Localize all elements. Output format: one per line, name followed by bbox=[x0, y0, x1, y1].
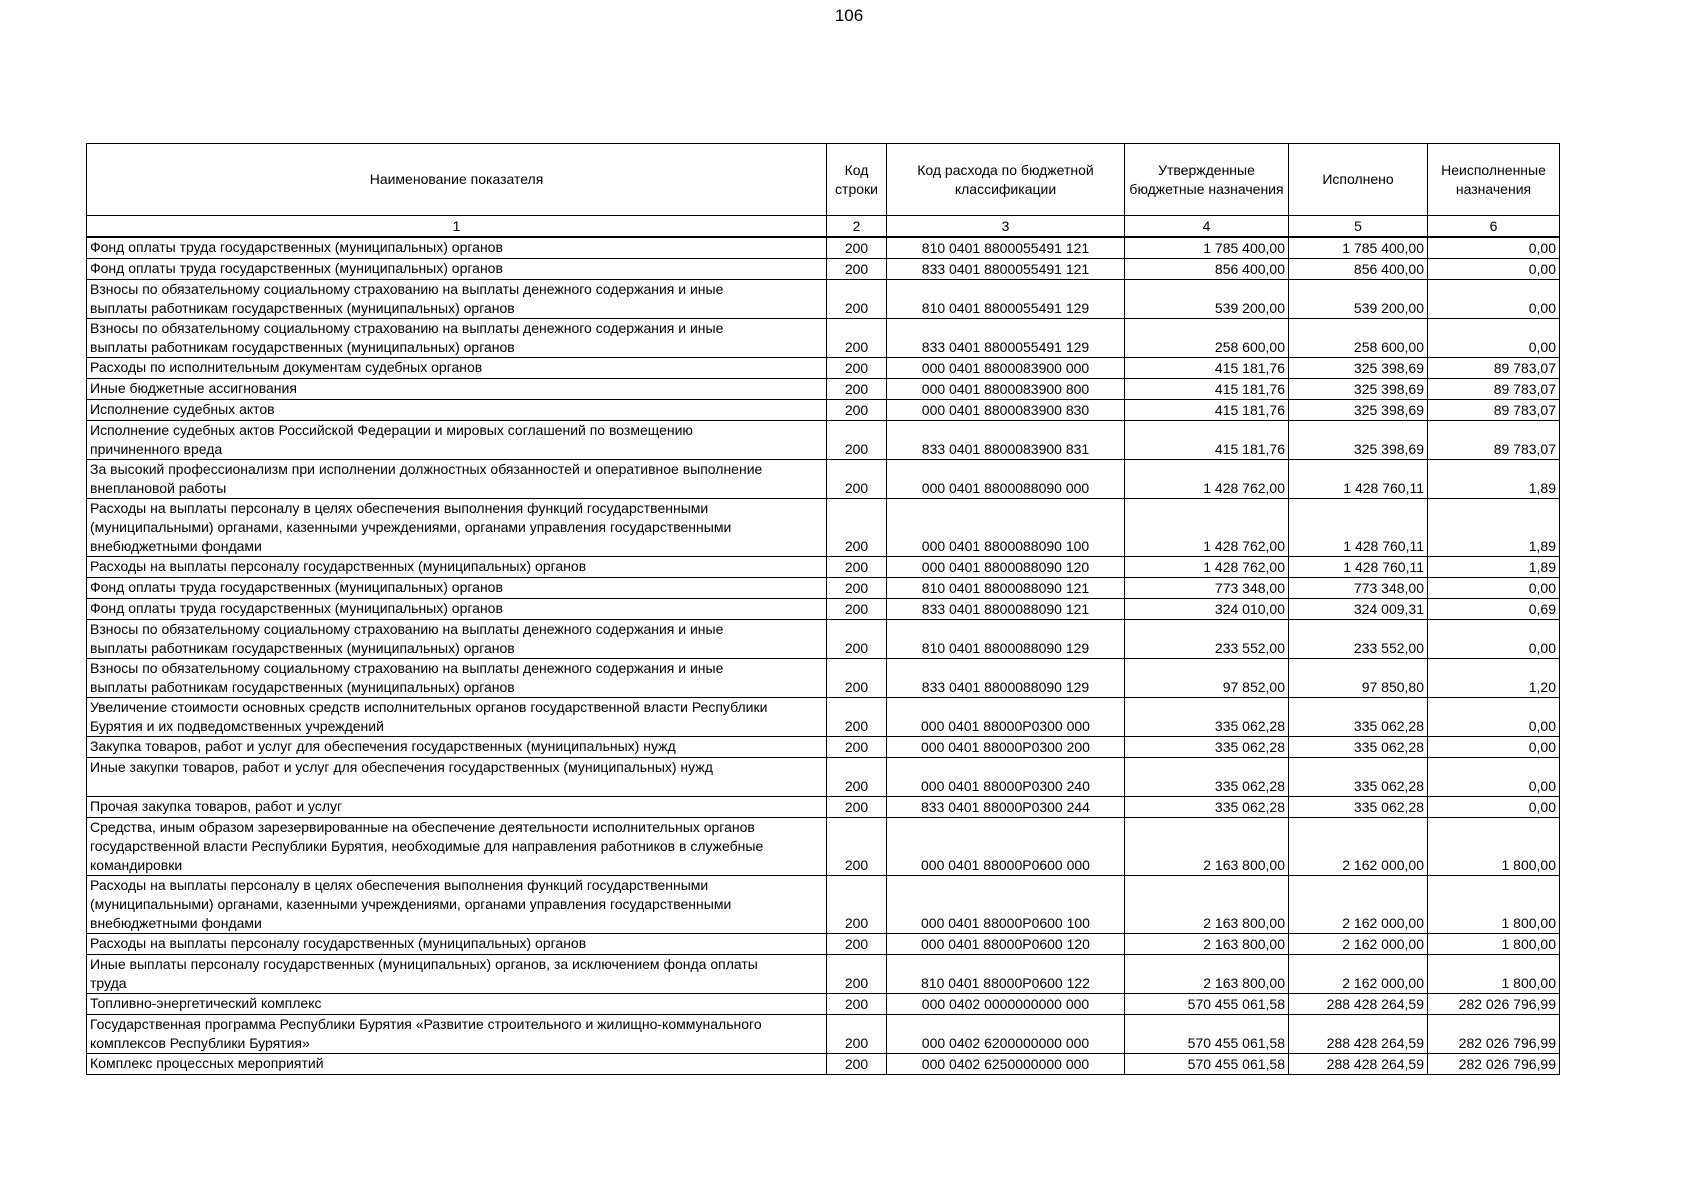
unexecuted-amount: 1,89 bbox=[1428, 499, 1560, 557]
approved-amount: 773 348,00 bbox=[1125, 578, 1289, 599]
row-code: 200 bbox=[827, 797, 887, 818]
row-code: 200 bbox=[827, 659, 887, 698]
approved-amount: 415 181,76 bbox=[1125, 421, 1289, 460]
budget-code: 833 0401 8800088090 129 bbox=[887, 659, 1125, 698]
approved-amount: 2 163 800,00 bbox=[1125, 934, 1289, 955]
row-code: 200 bbox=[827, 1015, 887, 1054]
row-code: 200 bbox=[827, 994, 887, 1015]
unexecuted-amount: 1,89 bbox=[1428, 460, 1560, 499]
table-row bbox=[87, 499, 1560, 557]
indicator-name bbox=[87, 1054, 827, 1075]
row-code: 200 bbox=[827, 620, 887, 659]
indicator-name bbox=[87, 400, 827, 421]
row-code: 200 bbox=[827, 400, 887, 421]
unexecuted-amount: 1 800,00 bbox=[1428, 876, 1560, 934]
row-code: 200 bbox=[827, 698, 887, 737]
column-number: 2 bbox=[827, 216, 887, 238]
indicator-name bbox=[87, 379, 827, 400]
indicator-name-line: Средства, иным образом зарезервированные на обеспечение деятельности исполнительных органов bbox=[90, 819, 755, 835]
indicator-name bbox=[87, 599, 827, 620]
unexecuted-amount: 89 783,07 bbox=[1428, 358, 1560, 379]
budget-code: 000 0401 88000P0600 120 bbox=[887, 934, 1125, 955]
approved-amount: 335 062,28 bbox=[1125, 737, 1289, 758]
budget-code: 833 0401 8800083900 831 bbox=[887, 421, 1125, 460]
unexecuted-amount: 0,00 bbox=[1428, 620, 1560, 659]
row-code: 200 bbox=[827, 737, 887, 758]
indicator-name-line: выплаты работникам государственных (муниципальных) органов bbox=[90, 640, 515, 656]
executed-amount: 97 850,80 bbox=[1289, 659, 1428, 698]
indicator-name bbox=[87, 1015, 827, 1054]
row-code: 200 bbox=[827, 578, 887, 599]
table-row bbox=[87, 319, 1560, 358]
indicator-name bbox=[87, 259, 827, 280]
indicator-name bbox=[87, 319, 827, 358]
table-row bbox=[87, 737, 1560, 758]
executed-amount: 1 428 760,11 bbox=[1289, 460, 1428, 499]
unexecuted-amount: 1 800,00 bbox=[1428, 955, 1560, 994]
unexecuted-amount: 0,00 bbox=[1428, 259, 1560, 280]
indicator-name-line: командировки bbox=[90, 857, 183, 873]
indicator-name-line: выплаты работникам государственных (муниципальных) органов bbox=[90, 679, 515, 695]
unexecuted-amount: 0,69 bbox=[1428, 599, 1560, 620]
header-unexecuted: Неисполненные назначения bbox=[1428, 144, 1560, 216]
executed-amount: 325 398,69 bbox=[1289, 421, 1428, 460]
row-code: 200 bbox=[827, 319, 887, 358]
budget-code: 000 0402 0000000000 000 bbox=[887, 994, 1125, 1015]
row-code: 200 bbox=[827, 876, 887, 934]
column-number: 4 bbox=[1125, 216, 1289, 238]
indicator-name bbox=[87, 934, 827, 955]
unexecuted-amount: 89 783,07 bbox=[1428, 379, 1560, 400]
indicator-name-line: причиненного вреда bbox=[90, 441, 223, 457]
indicator-name bbox=[87, 421, 827, 460]
indicator-name-line: (муниципальными) органами, казенными учреждениями, органами управления государственными bbox=[90, 519, 732, 535]
table-row bbox=[87, 460, 1560, 499]
executed-amount: 335 062,28 bbox=[1289, 737, 1428, 758]
budget-code: 000 0401 8800088090 000 bbox=[887, 460, 1125, 499]
unexecuted-amount: 0,00 bbox=[1428, 280, 1560, 319]
row-code: 200 bbox=[827, 934, 887, 955]
table-row bbox=[87, 818, 1560, 876]
unexecuted-amount: 0,00 bbox=[1428, 698, 1560, 737]
executed-amount: 2 162 000,00 bbox=[1289, 934, 1428, 955]
table-row bbox=[87, 557, 1560, 578]
approved-amount: 1 428 762,00 bbox=[1125, 460, 1289, 499]
column-number-row bbox=[87, 216, 1560, 238]
indicator-name-line: Прочая закупка товаров, работ и услуг bbox=[90, 798, 343, 814]
column-number: 5 bbox=[1289, 216, 1428, 238]
indicator-name bbox=[87, 818, 827, 876]
indicator-name bbox=[87, 659, 827, 698]
table-row bbox=[87, 237, 1560, 259]
indicator-name-line: государственной власти Республики Бурятия, необходимые для направления работников в служебные bbox=[90, 838, 764, 854]
indicator-name-line: внебюджетными фондами bbox=[90, 915, 262, 931]
table-row bbox=[87, 698, 1560, 737]
indicator-name-line: Исполнение судебных актов bbox=[90, 401, 275, 417]
unexecuted-amount: 0,00 bbox=[1428, 237, 1560, 259]
approved-amount: 335 062,28 bbox=[1125, 758, 1289, 797]
table-row bbox=[87, 659, 1560, 698]
executed-amount: 1 428 760,11 bbox=[1289, 557, 1428, 578]
indicator-name-line: Фонд оплаты труда государственных (муниципальных) органов bbox=[90, 239, 503, 255]
table-row bbox=[87, 876, 1560, 934]
executed-amount: 325 398,69 bbox=[1289, 400, 1428, 421]
table-row bbox=[87, 994, 1560, 1015]
header-executed: Исполнено bbox=[1289, 144, 1428, 216]
executed-amount: 773 348,00 bbox=[1289, 578, 1428, 599]
budget-code: 810 0401 88000P0600 122 bbox=[887, 955, 1125, 994]
executed-amount: 1 428 760,11 bbox=[1289, 499, 1428, 557]
budget-code: 000 0402 6250000000 000 bbox=[887, 1054, 1125, 1075]
budget-code: 833 0401 88000P0300 244 bbox=[887, 797, 1125, 818]
unexecuted-amount: 282 026 796,99 bbox=[1428, 1054, 1560, 1075]
budget-code: 000 0401 88000P0300 000 bbox=[887, 698, 1125, 737]
unexecuted-amount: 0,00 bbox=[1428, 758, 1560, 797]
indicator-name bbox=[87, 557, 827, 578]
column-number: 6 bbox=[1428, 216, 1560, 238]
indicator-name-line: Государственная программа Республики Бурятия «Развитие строительного и жилищно-коммунального bbox=[90, 1016, 762, 1032]
row-code: 200 bbox=[827, 1054, 887, 1075]
approved-amount: 415 181,76 bbox=[1125, 400, 1289, 421]
approved-amount: 570 455 061,58 bbox=[1125, 1015, 1289, 1054]
page-number: 106 bbox=[834, 6, 864, 25]
indicator-name-line: Топливно-энергетический комплекс bbox=[90, 995, 322, 1011]
executed-amount: 258 600,00 bbox=[1289, 319, 1428, 358]
row-code: 200 bbox=[827, 358, 887, 379]
indicator-name-line: Расходы на выплаты персоналу в целях обеспечения выполнения функций государственными bbox=[90, 500, 709, 516]
unexecuted-amount: 282 026 796,99 bbox=[1428, 1015, 1560, 1054]
executed-amount: 2 162 000,00 bbox=[1289, 818, 1428, 876]
approved-amount: 1 428 762,00 bbox=[1125, 499, 1289, 557]
indicator-name-line: Взносы по обязательному социальному страхованию на выплаты денежного содержания и иные bbox=[90, 320, 724, 336]
approved-amount: 539 200,00 bbox=[1125, 280, 1289, 319]
budget-code: 833 0401 8800055491 129 bbox=[887, 319, 1125, 358]
indicator-name bbox=[87, 955, 827, 994]
budget-code: 000 0401 88000P0300 200 bbox=[887, 737, 1125, 758]
executed-amount: 233 552,00 bbox=[1289, 620, 1428, 659]
indicator-name-line: Расходы на выплаты персоналу в целях обеспечения выполнения функций государственными bbox=[90, 877, 709, 893]
indicator-name bbox=[87, 737, 827, 758]
indicator-name-line: Расходы на выплаты персоналу государственных (муниципальных) органов bbox=[90, 558, 587, 574]
indicator-name-line: Фонд оплаты труда государственных (муниципальных) органов bbox=[90, 579, 503, 595]
column-number: 1 bbox=[87, 216, 827, 238]
indicator-name-line: Фонд оплаты труда государственных (муниципальных) органов bbox=[90, 600, 503, 616]
header-approved: Утвержденные бюджетные назначения bbox=[1125, 144, 1289, 216]
approved-amount: 415 181,76 bbox=[1125, 358, 1289, 379]
indicator-name-line: Расходы по исполнительным документам судебных органов bbox=[90, 359, 483, 375]
indicator-name-line: Бурятия и их подведомственных учреждений bbox=[90, 718, 384, 734]
executed-amount: 288 428 264,59 bbox=[1289, 994, 1428, 1015]
budget-code: 833 0401 8800088090 121 bbox=[887, 599, 1125, 620]
indicator-name bbox=[87, 876, 827, 934]
approved-amount: 258 600,00 bbox=[1125, 319, 1289, 358]
table-row bbox=[87, 578, 1560, 599]
budget-code: 810 0401 8800055491 121 bbox=[887, 237, 1125, 259]
indicator-name bbox=[87, 698, 827, 737]
executed-amount: 335 062,28 bbox=[1289, 758, 1428, 797]
approved-amount: 570 455 061,58 bbox=[1125, 994, 1289, 1015]
table-row bbox=[87, 358, 1560, 379]
approved-amount: 335 062,28 bbox=[1125, 797, 1289, 818]
header-budget-code: Код расхода по бюджетной классификации bbox=[887, 144, 1125, 216]
approved-amount: 233 552,00 bbox=[1125, 620, 1289, 659]
indicator-name-line: (муниципальными) органами, казенными учреждениями, органами управления государственными bbox=[90, 896, 732, 912]
row-code: 200 bbox=[827, 818, 887, 876]
approved-amount: 1 785 400,00 bbox=[1125, 237, 1289, 259]
indicator-name-line: Расходы на выплаты персоналу государственных (муниципальных) органов bbox=[90, 935, 587, 951]
row-code: 200 bbox=[827, 460, 887, 499]
indicator-name bbox=[87, 237, 827, 259]
row-code: 200 bbox=[827, 280, 887, 319]
approved-amount: 856 400,00 bbox=[1125, 259, 1289, 280]
indicator-name-line: За высокий профессионализм при исполнении должностных обязанностей и оперативное выполнение bbox=[90, 461, 763, 477]
table-row bbox=[87, 421, 1560, 460]
row-code: 200 bbox=[827, 237, 887, 259]
budget-code: 000 0401 88000P0600 000 bbox=[887, 818, 1125, 876]
row-code: 200 bbox=[827, 259, 887, 280]
budget-code: 000 0401 88000P0600 100 bbox=[887, 876, 1125, 934]
indicator-name-line: Иные бюджетные ассигнования bbox=[90, 380, 297, 396]
unexecuted-amount: 0,00 bbox=[1428, 797, 1560, 818]
budget-code: 000 0401 8800088090 120 bbox=[887, 557, 1125, 578]
header-row bbox=[87, 144, 1560, 216]
indicator-name-line bbox=[90, 777, 823, 796]
indicator-name-line: Фонд оплаты труда государственных (муниципальных) органов bbox=[90, 260, 503, 276]
unexecuted-amount: 1,89 bbox=[1428, 557, 1560, 578]
indicator-name bbox=[87, 460, 827, 499]
approved-amount: 570 455 061,58 bbox=[1125, 1054, 1289, 1075]
executed-amount: 324 009,31 bbox=[1289, 599, 1428, 620]
header-name: Наименование показателя bbox=[87, 144, 827, 216]
table-row bbox=[87, 599, 1560, 620]
executed-amount: 1 785 400,00 bbox=[1289, 237, 1428, 259]
approved-amount: 2 163 800,00 bbox=[1125, 818, 1289, 876]
row-code: 200 bbox=[827, 758, 887, 797]
table-row bbox=[87, 758, 1560, 797]
unexecuted-amount: 1 800,00 bbox=[1428, 934, 1560, 955]
unexecuted-amount: 282 026 796,99 bbox=[1428, 994, 1560, 1015]
approved-amount: 335 062,28 bbox=[1125, 698, 1289, 737]
indicator-name-line: внеплановой работы bbox=[90, 480, 227, 496]
indicator-name-line: труда bbox=[90, 975, 127, 991]
table-body bbox=[87, 237, 1560, 1075]
executed-amount: 856 400,00 bbox=[1289, 259, 1428, 280]
executed-amount: 335 062,28 bbox=[1289, 698, 1428, 737]
budget-code: 000 0401 8800083900 800 bbox=[887, 379, 1125, 400]
indicator-name-line: Иные закупки товаров, работ и услуг для обеспечения государственных (муниципальных) нужд bbox=[90, 759, 713, 775]
executed-amount: 2 162 000,00 bbox=[1289, 955, 1428, 994]
indicator-name-line: Взносы по обязательному социальному страхованию на выплаты денежного содержания и иные bbox=[90, 281, 724, 297]
indicator-name-line: Взносы по обязательному социальному страхованию на выплаты денежного содержания и иные bbox=[90, 660, 724, 676]
unexecuted-amount: 0,00 bbox=[1428, 319, 1560, 358]
indicator-name bbox=[87, 797, 827, 818]
indicator-name-line: Взносы по обязательному социальному страхованию на выплаты денежного содержания и иные bbox=[90, 621, 724, 637]
table-row bbox=[87, 955, 1560, 994]
table-row bbox=[87, 934, 1560, 955]
executed-amount: 539 200,00 bbox=[1289, 280, 1428, 319]
unexecuted-amount: 1 800,00 bbox=[1428, 818, 1560, 876]
budget-code: 833 0401 8800055491 121 bbox=[887, 259, 1125, 280]
approved-amount: 324 010,00 bbox=[1125, 599, 1289, 620]
executed-amount: 325 398,69 bbox=[1289, 358, 1428, 379]
unexecuted-amount: 0,00 bbox=[1428, 737, 1560, 758]
budget-code: 000 0401 88000P0300 240 bbox=[887, 758, 1125, 797]
table-row bbox=[87, 259, 1560, 280]
unexecuted-amount: 1,20 bbox=[1428, 659, 1560, 698]
indicator-name-line: Исполнение судебных актов Российской Федерации и мировых соглашений по возмещению bbox=[90, 422, 693, 438]
indicator-name-line: выплаты работникам государственных (муниципальных) органов bbox=[90, 339, 515, 355]
table-row bbox=[87, 379, 1560, 400]
indicator-name-line: Комплекс процессных мероприятий bbox=[90, 1055, 324, 1071]
indicator-name bbox=[87, 280, 827, 319]
approved-amount: 415 181,76 bbox=[1125, 379, 1289, 400]
unexecuted-amount: 89 783,07 bbox=[1428, 400, 1560, 421]
budget-code: 810 0401 8800055491 129 bbox=[887, 280, 1125, 319]
executed-amount: 288 428 264,59 bbox=[1289, 1015, 1428, 1054]
budget-code: 810 0401 8800088090 129 bbox=[887, 620, 1125, 659]
executed-amount: 2 162 000,00 bbox=[1289, 876, 1428, 934]
column-number: 3 bbox=[887, 216, 1125, 238]
unexecuted-amount: 89 783,07 bbox=[1428, 421, 1560, 460]
table-row bbox=[87, 280, 1560, 319]
row-code: 200 bbox=[827, 557, 887, 578]
budget-execution-table bbox=[86, 143, 1560, 1075]
table-row bbox=[87, 620, 1560, 659]
table-row bbox=[87, 797, 1560, 818]
executed-amount: 325 398,69 bbox=[1289, 379, 1428, 400]
row-code: 200 bbox=[827, 599, 887, 620]
table-row bbox=[87, 1015, 1560, 1054]
indicator-name-line: выплаты работникам государственных (муниципальных) органов bbox=[90, 300, 515, 316]
table-row bbox=[87, 400, 1560, 421]
indicator-name bbox=[87, 994, 827, 1015]
approved-amount: 97 852,00 bbox=[1125, 659, 1289, 698]
indicator-name bbox=[87, 620, 827, 659]
executed-amount: 335 062,28 bbox=[1289, 797, 1428, 818]
indicator-name-line: комплексов Республики Бурятия» bbox=[90, 1035, 310, 1051]
approved-amount: 2 163 800,00 bbox=[1125, 955, 1289, 994]
budget-code: 000 0402 6200000000 000 bbox=[887, 1015, 1125, 1054]
budget-code: 000 0401 8800083900 000 bbox=[887, 358, 1125, 379]
approved-amount: 2 163 800,00 bbox=[1125, 876, 1289, 934]
row-code: 200 bbox=[827, 421, 887, 460]
indicator-name-line: Иные выплаты персоналу государственных (муниципальных) органов, за исключением фонда оплаты bbox=[90, 956, 758, 972]
unexecuted-amount: 0,00 bbox=[1428, 578, 1560, 599]
indicator-name bbox=[87, 578, 827, 599]
indicator-name-line: Закупка товаров, работ и услуг для обеспечения государственных (муниципальных) нужд bbox=[90, 738, 676, 754]
row-code: 200 bbox=[827, 499, 887, 557]
indicator-name bbox=[87, 758, 827, 797]
approved-amount: 1 428 762,00 bbox=[1125, 557, 1289, 578]
indicator-name bbox=[87, 499, 827, 557]
budget-code: 810 0401 8800088090 121 bbox=[887, 578, 1125, 599]
row-code: 200 bbox=[827, 379, 887, 400]
budget-code: 000 0401 8800088090 100 bbox=[887, 499, 1125, 557]
indicator-name-line: внебюджетными фондами bbox=[90, 538, 262, 554]
header-row-code: Код строки bbox=[827, 144, 887, 216]
indicator-name-line: Увеличение стоимости основных средств исполнительных органов государственной власти Республики bbox=[90, 699, 768, 715]
row-code: 200 bbox=[827, 955, 887, 994]
table-row bbox=[87, 1054, 1560, 1075]
executed-amount: 288 428 264,59 bbox=[1289, 1054, 1428, 1075]
indicator-name bbox=[87, 358, 827, 379]
budget-code: 000 0401 8800083900 830 bbox=[887, 400, 1125, 421]
